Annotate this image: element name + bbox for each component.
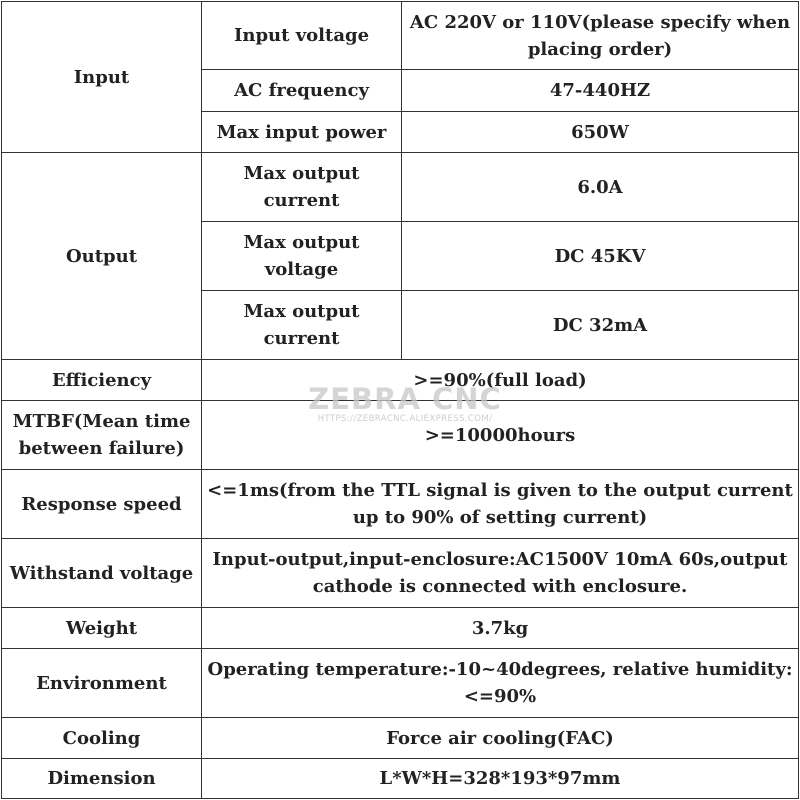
table-row [2,2,799,70]
max-input-power-value: 650W [402,112,799,153]
input-voltage-label: Input voltage [202,2,402,70]
max-output-current-label: Max output current [202,153,402,222]
efficiency-value: >=90%(full load) [202,360,799,401]
max-output-voltage-label: Max output voltage [202,222,402,291]
table-row [2,470,799,539]
response-speed-value: <=1ms(from the TTL signal is given to the output current up to 90% of setting current) [202,470,799,539]
max-output-current-value: 6.0A [402,153,799,222]
table-row [2,608,799,649]
max-input-power-label: Max input power [202,112,402,153]
max-output-current-2-label: Max output current [202,291,402,360]
table-row [2,401,799,470]
withstand-voltage-value: Input-output,input-enclosure:AC1500V 10mA 60s,output cathode is connected with enclosure. [202,539,799,608]
ac-frequency-value: 47-440HZ [402,70,799,112]
table-row [2,649,799,718]
table-row [2,539,799,608]
weight-label: Weight [2,608,202,649]
dimension-label: Dimension [2,759,202,799]
weight-value: 3.7kg [202,608,799,649]
max-output-voltage-value: DC 45KV [402,222,799,291]
mtbf-label: MTBF(Mean time between failure) [2,401,202,470]
input-voltage-value: AC 220V or 110V(please specify when placing order) [402,2,799,70]
dimension-value: L*W*H=328*193*97mm [202,759,799,799]
ac-frequency-label: AC frequency [202,70,402,112]
cooling-value: Force air cooling(FAC) [202,718,799,759]
table-row [2,360,799,401]
table-row [2,153,799,222]
output-group-label: Output [2,153,202,360]
mtbf-value: >=10000hours [202,401,799,470]
efficiency-label: Efficiency [2,360,202,401]
watermark-logo: ZEBRA CNC [308,382,502,416]
max-output-current-2-value: DC 32mA [402,291,799,360]
cooling-label: Cooling [2,718,202,759]
input-group-label: Input [2,2,202,153]
environment-label: Environment [2,649,202,718]
watermark-url: HTTPS://ZEBRACNC.ALIEXPRESS.COM/ [317,414,493,424]
spec-table [1,1,799,799]
table-row [2,718,799,759]
table-row [2,759,799,799]
withstand-voltage-label: Withstand voltage [2,539,202,608]
environment-value: Operating temperature:-10~40degrees, relative humidity:<=90% [202,649,799,718]
response-speed-label: Response speed [2,470,202,539]
